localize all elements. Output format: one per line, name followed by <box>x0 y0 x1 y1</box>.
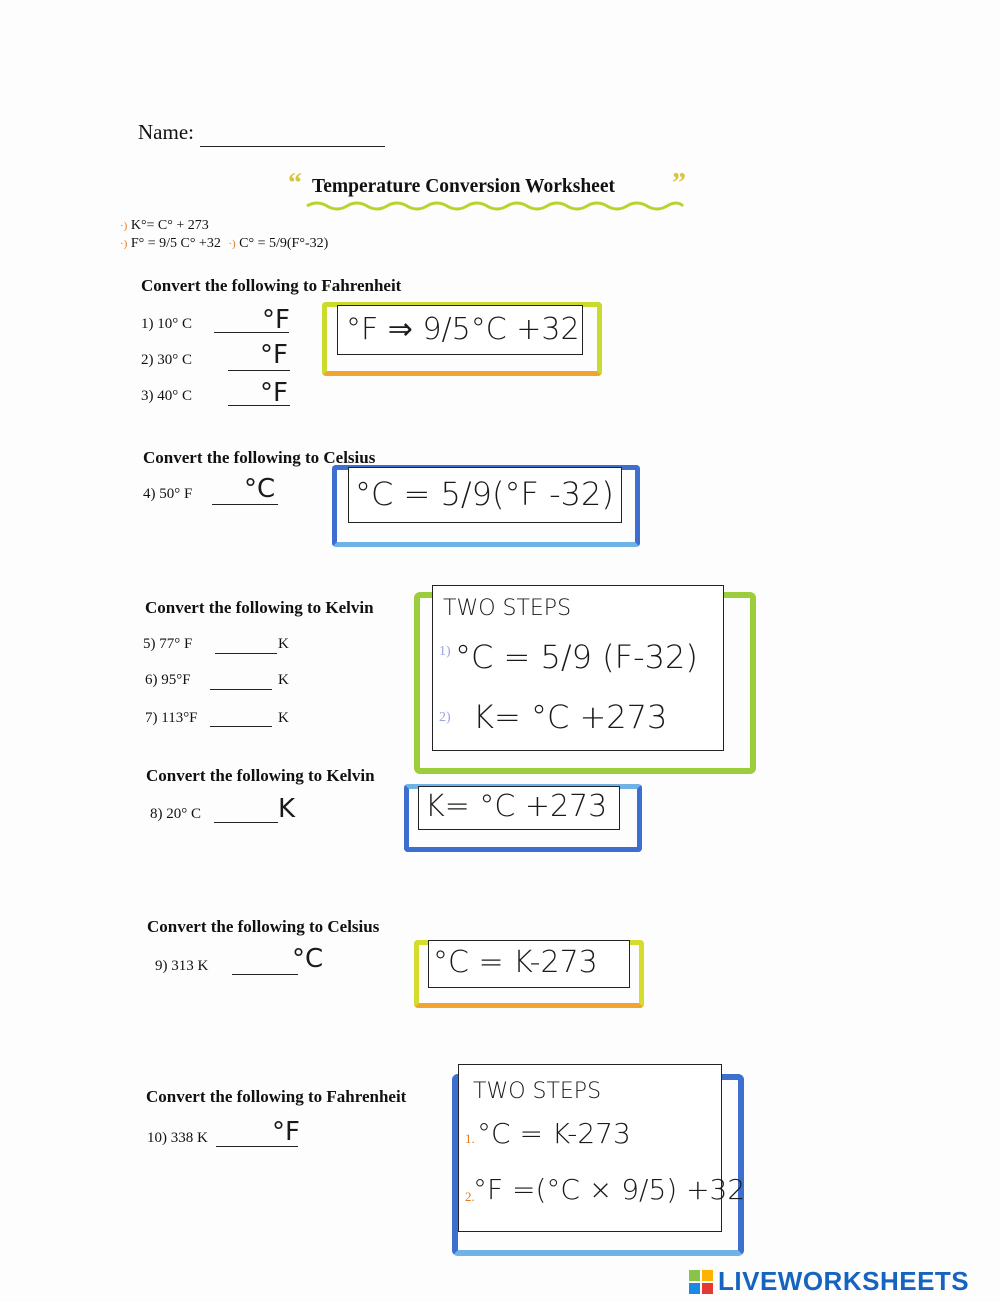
question-7-label: 7) 113°F <box>145 710 198 726</box>
section-heading-kelvin-1: Convert the following to Kelvin <box>145 598 374 617</box>
formula-box-fahrenheit-steps <box>458 1064 746 1232</box>
question-10-label: 10) 338 K <box>147 1130 208 1146</box>
question-2-label: 2) 30° C <box>141 352 192 368</box>
formula-box-kelvin <box>418 786 620 830</box>
step-2-formula: K= °C +273 <box>473 698 668 736</box>
title-wavy-underline <box>305 198 685 214</box>
answer-line-4[interactable] <box>212 504 278 505</box>
section-heading-celsius: Convert the following to Celsius <box>143 448 376 467</box>
worksheet-title: Temperature Conversion Worksheet <box>312 176 615 197</box>
answer-4-unit: °C <box>244 474 276 504</box>
question-1-label: 1) 10° C <box>141 316 192 332</box>
question-6-unit: K <box>278 672 289 688</box>
formula-box-fahrenheit <box>337 305 583 355</box>
question-4-label: 4) 50° F <box>143 486 193 502</box>
steps-title: TWO STEPS <box>443 596 572 621</box>
watermark-text: LIVEWORKSHEETS <box>718 1266 970 1296</box>
bullet-icon: ·) <box>120 238 128 250</box>
question-7-unit: K <box>278 710 289 726</box>
question-8-label: 8) 20° C <box>150 806 201 822</box>
answer-2-unit: °F <box>260 340 288 370</box>
formula-box-celsius-2 <box>428 940 630 988</box>
answer-8-unit: K <box>278 794 296 824</box>
liveworksheets-logo-icon <box>688 1269 714 1295</box>
question-5-label: 5) 77° F <box>143 636 193 652</box>
question-3-label: 3) 40° C <box>141 388 192 404</box>
step-2-formula-2: °F =(°C × 9/5) +32 <box>473 1173 746 1206</box>
bullet-icon: ·) <box>228 238 236 250</box>
name-input-line[interactable] <box>200 146 385 147</box>
step-1-number-2: 1. <box>465 1131 475 1146</box>
formula-box-kelvin-steps <box>432 585 724 751</box>
answer-line-5[interactable] <box>215 653 277 654</box>
formula-box-celsius-2-text: °C = K-273 <box>433 945 598 980</box>
step-1-number: 1) <box>439 644 451 659</box>
question-5-unit: K <box>278 636 289 652</box>
question-9-label: 9) 313 K <box>155 958 209 974</box>
answer-line-8[interactable] <box>214 822 278 823</box>
answer-line-2[interactable] <box>228 370 290 371</box>
formula-box-kelvin-text: K= °C +273 <box>425 789 608 824</box>
step-1-formula-2: °C = K-273 <box>477 1117 631 1150</box>
formula-box-fahrenheit-text: °F ⇒ 9/5°C +32 <box>346 312 580 347</box>
answer-line-7[interactable] <box>210 726 272 727</box>
step-2-number-2: 2. <box>465 1189 475 1204</box>
section-heading-fahrenheit: Convert the following to Fahrenheit <box>141 276 402 295</box>
formula-kelvin: ·) K°= C° + 273 <box>120 218 209 233</box>
answer-10-unit: °F <box>272 1117 300 1147</box>
quote-open-icon: “ <box>288 168 302 199</box>
section-heading-celsius-2: Convert the following to Celsius <box>147 917 380 936</box>
formula-box-celsius-text: °C = 5/9(°F -32) <box>355 475 614 513</box>
answer-1-unit: °F <box>262 305 290 335</box>
section-heading-fahrenheit-2: Convert the following to Fahrenheit <box>146 1087 407 1106</box>
formula-fahrenheit: ·) F° = 9/5 C° +32 ·) C° = 5/9(F°-32) <box>120 236 329 251</box>
steps-title-2: TWO STEPS <box>473 1079 602 1104</box>
bullet-icon: ·) <box>120 220 128 232</box>
answer-line-9[interactable] <box>232 974 298 975</box>
question-6-label: 6) 95°F <box>145 672 191 688</box>
step-2-number: 2) <box>439 710 451 725</box>
quote-close-icon: ” <box>672 168 686 199</box>
name-label: Name: <box>138 120 194 144</box>
answer-9-unit: °C <box>292 944 324 974</box>
answer-3-unit: °F <box>260 378 288 408</box>
formula-box-celsius <box>348 467 622 523</box>
step-1-formula: °C = 5/9 (F-32) <box>455 638 698 676</box>
answer-line-6[interactable] <box>210 689 272 690</box>
watermark <box>688 1266 969 1297</box>
section-heading-kelvin-2: Convert the following to Kelvin <box>146 766 375 785</box>
